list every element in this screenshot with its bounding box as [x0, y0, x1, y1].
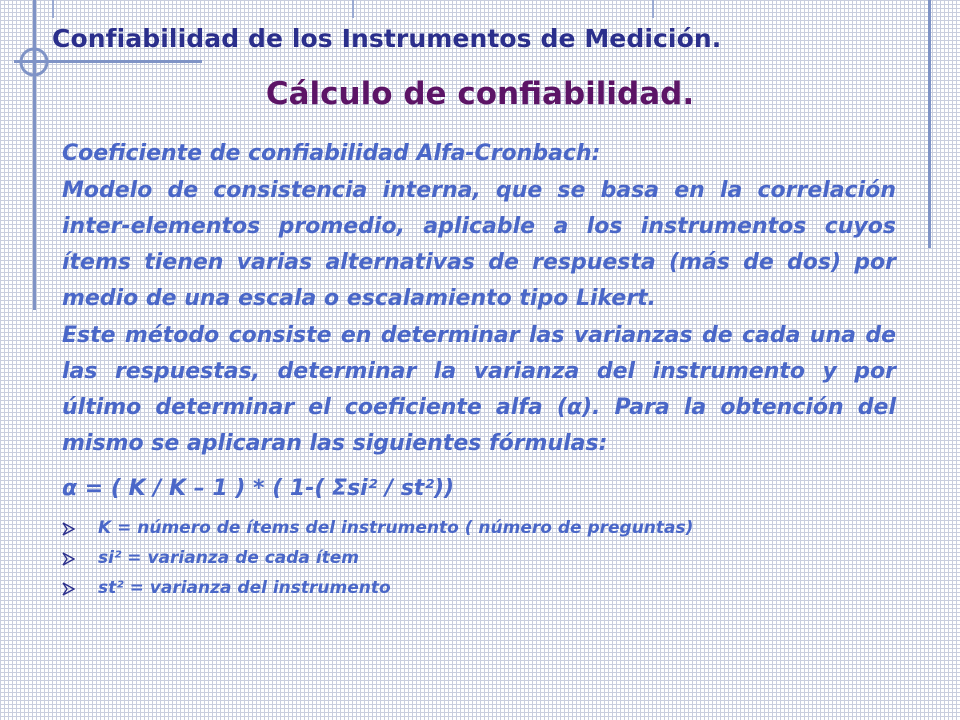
list-item [62, 543, 896, 573]
formula-legend-list [62, 513, 896, 603]
top-short-rule-3 [652, 0, 654, 18]
top-short-rule [52, 0, 54, 18]
slide-subtitle: Cálculo de confiabilidad. [265, 76, 695, 112]
body-paragraph-2: Este método consiste en determinar las varianzas de cada una de las respuestas, determinar la varianza del instrumento y por último determinar el coeficiente alfa (α). Para la obtención del mismo se aplicaran las siguientes fórmulas: [62, 323, 896, 456]
bullet-text: K = número de ítems del instrumento ( número de preguntas) [98, 518, 694, 538]
bullet-text: st² = varianza del instrumento [98, 578, 391, 598]
top-short-rule-2 [352, 0, 354, 18]
slide-body [62, 136, 896, 603]
bullet-text: si² = varianza de cada ítem [98, 548, 360, 568]
list-item [62, 513, 896, 543]
right-vertical-rule [928, 0, 931, 248]
list-item [62, 573, 896, 603]
alpha-formula: α = ( K / K – 1 ) * ( 1-( Σsi² / st²)) [62, 476, 455, 501]
slide-title: Confiabilidad de los Instrumentos de Medición. [52, 24, 722, 53]
body-heading: Coeficiente de confiabilidad Alfa-Cronbach: [62, 141, 601, 166]
body-paragraph-1: Modelo de consistencia interna, que se basa en la correlación inter-elementos promedio, aplicable a los instrumentos cuyos ítems tienen varias alternativas de respuesta (más de dos) por medio de una escala o escalamiento tipo Likert. [62, 178, 896, 311]
